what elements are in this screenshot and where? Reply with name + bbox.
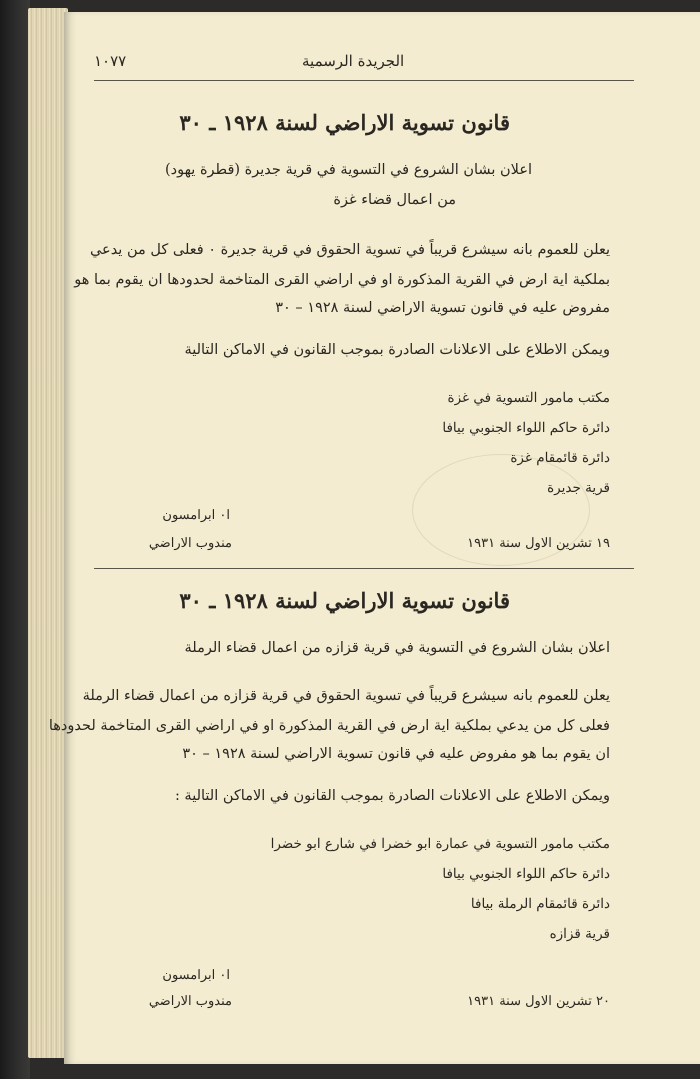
body-line: ان يقوم بما هو مفروض عليه في قانون تسوية الاراضي لسنة ١٩٢٨ – ٣٠: [182, 746, 610, 762]
body-line: يعلن للعموم بانه سيشرع قريباً في تسوية الحقوق في قرية جديرة ٠ فعلى كل من يدعي: [89, 242, 610, 258]
page-number: ١٠٧٧: [94, 52, 127, 70]
signatory-name: ا٠ ابرامسون: [162, 968, 230, 983]
notice-date: ٢٠ تشرين الاول سنة ١٩٣١: [467, 994, 610, 1009]
signatory-name: ا٠ ابرامسون: [162, 508, 230, 523]
body-line: مفروض عليه في قانون تسوية الاراضي لسنة ١٩٢٨ – ٣٠: [275, 300, 610, 316]
place-item: قرية قزازه: [549, 926, 610, 942]
gazette-page: [48, 12, 700, 1064]
place-item: دائرة قائمقام غزة: [510, 450, 610, 466]
running-title: الجريدة الرسمية: [302, 52, 405, 70]
place-item: دائرة قائمقام الرملة بيافا: [470, 896, 610, 912]
place-item: مكتب مامور التسوية في غزة: [447, 390, 610, 406]
notice-subtitle-line: اعلان بشان الشروع في التسوية في قرية جديرة (قطرة يهود): [165, 162, 532, 178]
notice-subtitle-line: اعلان بشان الشروع في التسوية في قرية قزازه من اعمال قضاء الرملة: [184, 640, 610, 656]
place-item: دائرة حاكم اللواء الجنوبي بيافا: [442, 866, 610, 882]
body-line: يعلن للعموم بانه سيشرع قريباً في تسوية الحقوق في قرية قزازه من اعمال قضاء الرملة: [82, 688, 610, 704]
notice-title: قانون تسوية الاراضي لسنة ١٩٢٨ ـ ٣٠: [179, 110, 510, 135]
notice-title: قانون تسوية الاراضي لسنة ١٩٢٨ ـ ٣٠: [179, 588, 510, 613]
place-item: قرية جديرة: [547, 480, 610, 496]
book-binding: [0, 0, 30, 1079]
signatory-title: مندوب الاراضي: [148, 994, 232, 1009]
notice-divider: [94, 568, 634, 569]
signatory-title: مندوب الاراضي: [148, 536, 232, 551]
notice-subtitle-line: من اعمال قضاء غزة: [333, 192, 456, 208]
place-item: مكتب مامور التسوية في عمارة ابو خضرا في شارع ابو خضرا: [270, 836, 610, 852]
header-rule: [94, 80, 634, 81]
body-line: فعلى كل من يدعي بملكية اية ارض في القرية المذكورة او في اراضي القرى المتاخمة لحدودها: [48, 718, 610, 734]
places-intro: ويمكن الاطلاع على الاعلانات الصادرة بموجب القانون في الاماكن التالية :: [174, 788, 610, 804]
page-edges: [28, 8, 68, 1058]
notice-date: ١٩ تشرين الاول سنة ١٩٣١: [467, 536, 610, 551]
place-item: دائرة حاكم اللواء الجنوبي بيافا: [442, 420, 610, 436]
places-intro: ويمكن الاطلاع على الاعلانات الصادرة بموجب القانون في الاماكن التالية: [184, 342, 610, 358]
body-line: بملكية اية ارض في القرية المذكورة او في اراضي القرى المتاخمة لحدودها ان يقوم بما هو: [74, 272, 610, 288]
